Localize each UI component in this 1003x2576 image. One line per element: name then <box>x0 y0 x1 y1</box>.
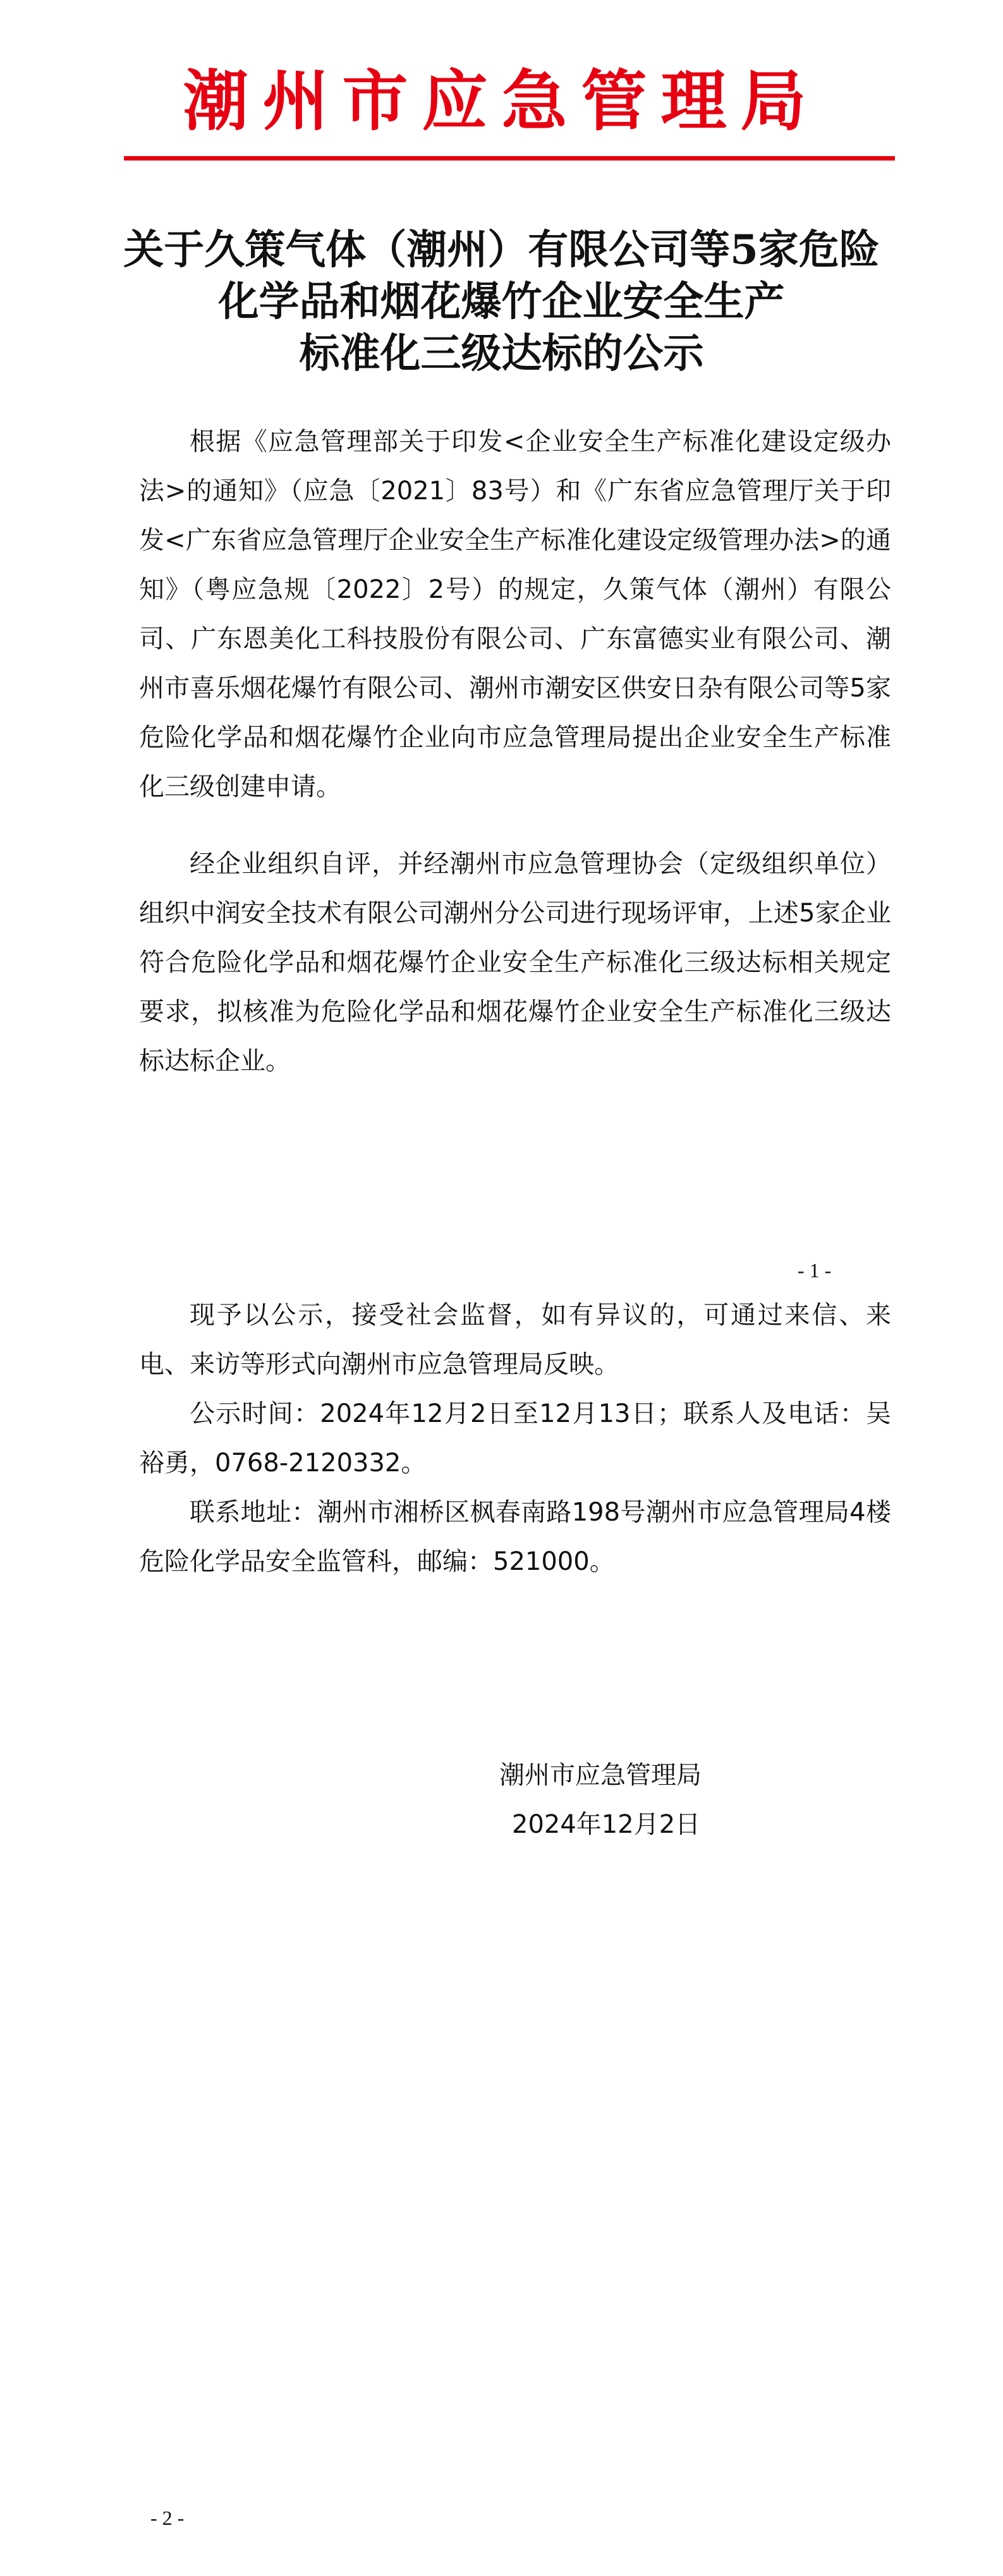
signature-date: 2024年12月2日 <box>512 1810 701 1839</box>
title-line-2: 化学品和烟花爆竹企业安全生产 <box>218 278 785 325</box>
paragraph-review: 经企业组织自评，并经潮州市应急管理协会（定级组织单位）组织中润安全技术有限公司潮州分公司进行现场评审，上述5家企业符合危险化学品和烟花爆竹企业安全生产标准化三级达标相关规定要求，拟核准为危险化学品和烟花爆竹企业安全生产标准化三级达标达标企业。 <box>139 849 891 1076</box>
title-line-1: 关于久策气体（潮州）有限公司等5家危险 <box>123 226 880 274</box>
agency-masthead: 潮州市应急管理局 <box>183 62 820 140</box>
page-number-1: - 1 - <box>798 1259 832 1282</box>
paragraph-notice: 现予以公示，接受社会监督，如有异议的，可通过来信、来电、来访等形式向潮州市应急管理局反映。 <box>139 1301 891 1379</box>
paragraph-basis: 根据《应急管理部关于印发<企业安全生产标准化建设定级办法>的通知》（应急〔2021〕83号）和《广东省应急管理厅关于印发<广东省应急管理厅企业安全生产标准化建设定级管理办法>的通知》（粤应急规〔2022〕2号）的规定，久策气体（潮州）有限公司、广东恩美化工科技股份有限公司、广东富德实业有限公司、潮州市喜乐烟花爆竹有限公司、潮州市潮安区供安日杂有限公司等5家危险化学品和烟花爆竹企业向市应急管理局提出企业安全生产标准化三级创建申请。 <box>139 427 891 801</box>
title-line-3: 标准化三级达标的公示 <box>299 330 704 377</box>
paragraph-address: 联系地址：潮州市湘桥区枫春南路198号潮州市应急管理局4楼危险化学品安全监管科，邮编：521000。 <box>139 1498 891 1576</box>
paragraph-period-contact: 公示时间：2024年12月2日至12月13日；联系人及电话：吴裕勇，0768-2120332。 <box>139 1399 891 1478</box>
page-number-2: - 2 - <box>150 2506 185 2529</box>
signature-organization: 潮州市应急管理局 <box>499 1761 702 1790</box>
document-title <box>101 224 902 380</box>
red-divider-line <box>124 156 895 161</box>
